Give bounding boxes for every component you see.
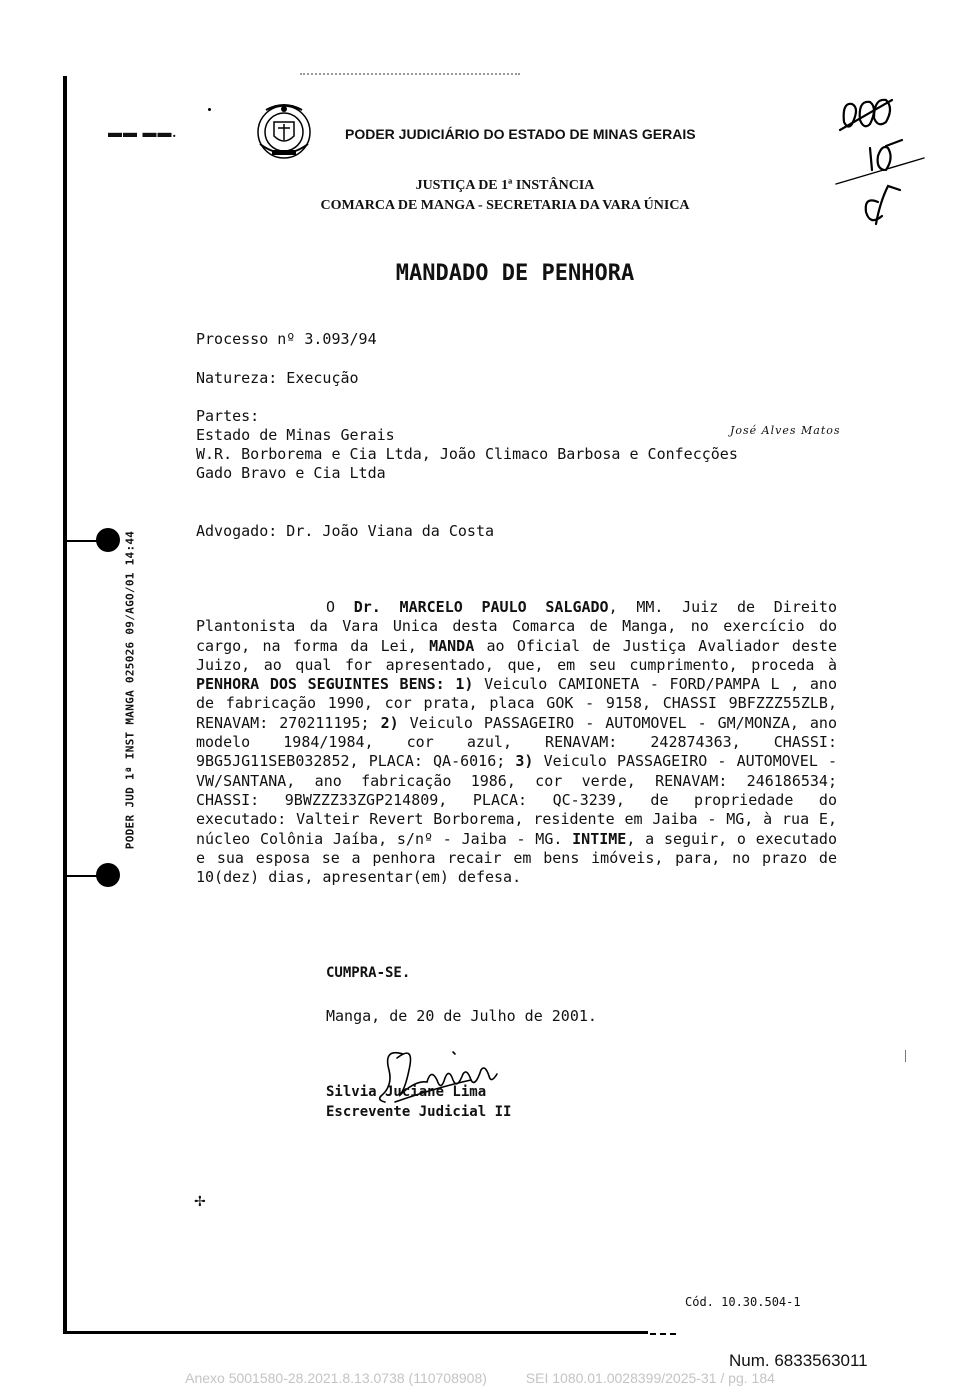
margin-mark: ✢ (194, 1195, 206, 1210)
judge-name: Dr. MARCELO PAULO SALGADO (353, 598, 609, 616)
document-number: Num. 6833563011 (729, 1351, 868, 1370)
handwritten-note: José Alves Matos (730, 424, 841, 437)
handwritten-page-number (830, 82, 930, 242)
natureza-line: Natureza: Execução (196, 369, 359, 387)
punch-hole-top (96, 528, 120, 552)
parte-1: Estado de Minas Gerais (196, 426, 395, 444)
court-name: PODER JUDICIÁRIO DO ESTADO DE MINAS GERAIS (345, 126, 696, 142)
page-border-bottom (63, 1331, 648, 1334)
document-title: MANDADO DE PENHORA (395, 261, 635, 286)
coat-of-arms-seal-icon (252, 100, 316, 164)
intime-keyword: INTIME (572, 829, 627, 848)
body-text: , a seguir, o executado e sua esposa se a penhora recair em bens imóveis, para, no prazo de 10(dez) dias, apresentar(em) defesa. (196, 829, 837, 887)
scan-marks: ▬▬ ▬▬. (108, 126, 177, 141)
mandate-paragraph (196, 598, 837, 887)
vehicle-3-text: Veiculo PASSAGEIRO - AUTOMOVEL - VW/SANTANA, ano fabricação 1986, cor verde, RENAVAM: 246186534; CHASSI: 9BWZZZ33ZGP214809, PLACA: QC-3239, de propriedade do executado: Valteir Revert Borborema, residente em Jaiba - MG, à rua E, núcleo Colônia Jaíba, s/nº - Jaiba - MG. (196, 752, 838, 848)
processo-line: Processo nº 3.093/94 (196, 330, 377, 348)
scan-dot (208, 108, 211, 111)
form-code: Cód. 10.30.504-1 (685, 1295, 801, 1309)
date-line: Manga, de 20 de Julho de 2001. (326, 1007, 597, 1025)
district-heading: COMARCA DE MANGA - SECRETARIA DA VARA ÚNICA (320, 198, 690, 213)
partes-label: Partes: (196, 407, 260, 425)
body-text: , MM. Juiz de Direito Plantonista da Vara Unica desta Comarca de Manga, no exercício do cargo, na forma da Lei, (196, 598, 837, 655)
advogado-line: Advogado: Dr. João Viana da Costa (196, 522, 495, 540)
item-3-marker: 3) (515, 752, 534, 771)
page-border-bottom-dash (650, 1333, 676, 1335)
penhora-heading: PENHORA DOS SEGUINTES BENS: 1) (196, 675, 474, 694)
parte-2: W.R. Borborema e Cia Ltda, João Climaco Barbosa e Confecções (196, 445, 738, 463)
item-2-marker: 2) (380, 713, 399, 732)
body-text: ao Oficial de Justiça Avaliador deste Juizo, ao qual for apresentado, que, em seu cumprimento, proceda à (196, 636, 837, 674)
manda-keyword: MANDA (429, 636, 475, 655)
instance-heading: JUSTIÇA DE 1ª INSTÂNCIA (415, 178, 595, 193)
vehicle-2-text: Veiculo PASSAGEIRO - AUTOMOVEL - GM/MONZA, ano modelo 1984/1984, cor azul, RENAVAM: 242874363, CHASSI: 9BG5JG11SEB032852, PLACA: QA-6016; (196, 713, 837, 771)
parte-3: Gado Bravo e Cia Ltda (196, 464, 386, 482)
punch-hole-bottom (96, 863, 120, 887)
vehicle-1-text: Veiculo CAMIONETA - FORD/PAMPA L , ano de fabricação 1990, cor prata, placa GOK - 9158, CHASSI 9BFZZZ55ZLB, RENAVAM: 270211195; (196, 675, 837, 732)
signer-name: Silvia Juciane Lima (326, 1084, 487, 1100)
scan-edge-dots (300, 73, 520, 75)
margin-tick (905, 1050, 906, 1062)
protocol-stamp: PODER JUD 1ª INST MANGA 025026 09/AGO/01 14:44 (123, 530, 137, 850)
cumpra-se: CUMPRA-SE. (326, 965, 411, 981)
annex-watermark: Anexo 5001580-28.2021.8.13.0738 (110708908) SEI 1080.01.0028399/2025-31 / pg. 184 (185, 1370, 775, 1386)
body-text: O (326, 598, 354, 616)
signer-role: Escrevente Judicial II (326, 1104, 512, 1120)
